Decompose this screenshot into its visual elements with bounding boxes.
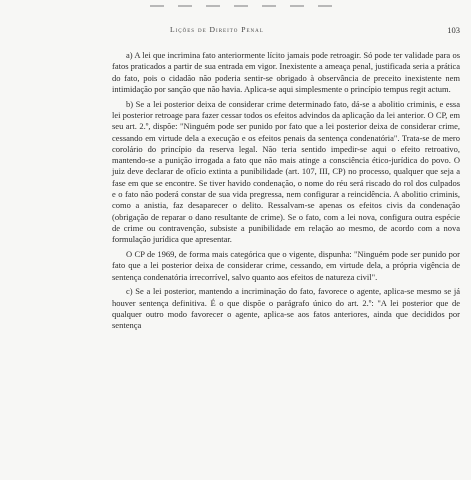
paragraph-c: c) Se a lei posterior, mantendo a incriminação do fato, favorece o agente, aplica-se mesmo se já houver sentença definitiva. É o que dispõe o parágrafo único do art. 2.º: "A lei posterior que de qualquer outro modo favorecer o agente, aplica-se aos fatos anteriores, ainda que decididos por sentença <box>112 286 460 331</box>
page-number: 103 <box>447 25 460 35</box>
paragraph-a: a) A lei que incrimina fato anteriormente lícito jamais pode retroagir. Só pode ter validade para os fatos praticados a partir de sua entrada em vigor. Inexistente a ameaça penal, justificada seria a prática do fato, pois o cidadão não poderia sentir-se obrigado à observância de preceito inexistente nem intimidação por sanção que não havia. Aplica-se aqui simplesmente o princípio tempus regit actum. <box>112 50 460 94</box>
top-edge-marks <box>150 3 340 9</box>
page-header <box>112 25 460 39</box>
paragraph-cp-1969: O CP de 1969, de forma mais categórica que o vigente, dispunha: "Ninguém pode ser punido por fato que a lei posterior deixa de considerar crime, cessando, em virtude dela, a própria vigência de sentença condenatória irrecorrível, salvo quanto aos efeitos de natureza civil". <box>112 249 460 282</box>
running-head: Lições de Direito Penal <box>170 25 264 34</box>
page-body <box>112 50 460 332</box>
paragraph-b: b) Se a lei posterior deixa de considerar crime determinado fato, dá-se a abolitio criminis, e essa lei posterior retroage para fazer cessar todos os efeitos advindos da aplicação da lei anterior. O CP, em seu art. 2.º, dispõe: "Ninguém pode ser punido por fato que a lei posterior deixa de considerar crime, cessando em virtude dela a execução e os efeitos penais da sentença condenatória". Trata-se de mero corolário do princípio da reserva legal. Não teria sentido impedir-se aqui o efeito retroativo, mantendo-se a punição irrogada a fato que não mais atinge a consciência ético-jurídica do povo. O juiz deve declarar de ofício extinta a punibilidade (art. 107, III, CP) no processo, qualquer que seja a fase em que se encontre. Se tiver havido condenação, o nome do réu será riscado do rol dos culpados e o fato não poderá constar de sua vida pregressa, nem configurar a reincidência. A abolitio criminis, como a anistia, faz desaparecer o delito. Ressalvam-se apenas os efeitos civis da condenação (obrigação de reparar o dano resultante de crime). Se o fato, com a lei nova, configura outra espécie de crime ou contravenção, subsiste a punibilidade em relação ao mesmo, de acordo com a nova formulação jurídica que apresentar. <box>112 98 460 245</box>
